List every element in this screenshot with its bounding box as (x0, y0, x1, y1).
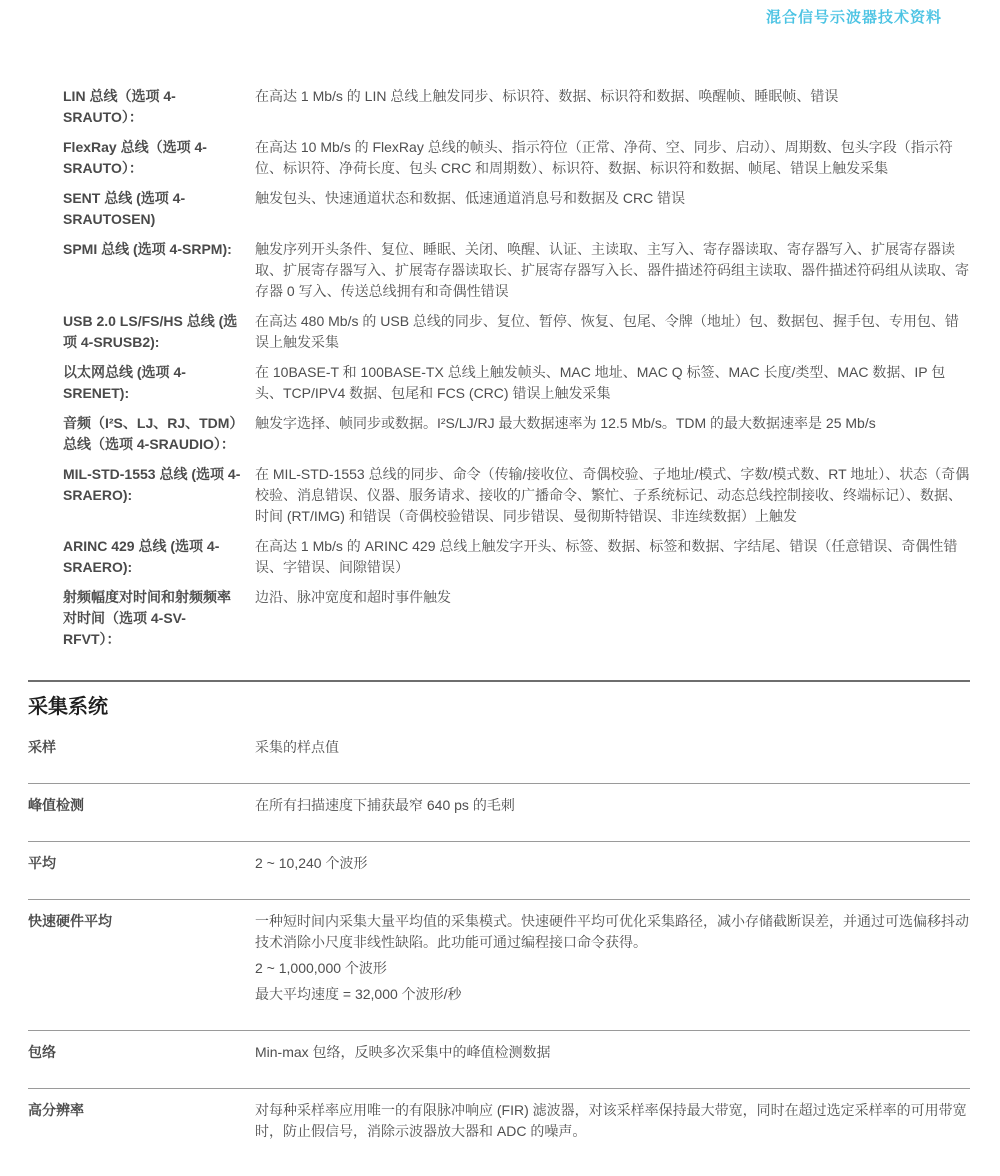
spec-label: ARINC 429 总线 (选项 4-SRAERO): (63, 538, 220, 575)
spec-value-line: 最大平均速度 = 32,000 个波形/秒 (255, 986, 462, 1002)
spec-row-flexray-bus (63, 137, 970, 179)
spec-value (255, 737, 970, 758)
section-divider (28, 680, 970, 682)
spec-label: MIL-STD-1553 总线 (选项 4-SRAERO): (63, 466, 241, 503)
spec-row-peak-detect (28, 784, 970, 842)
spec-label: 音频（I²S、LJ、RJ、TDM）总线（选项 4-SRAUDIO）： (63, 415, 237, 452)
spec-label: 快速硬件平均 (28, 913, 112, 929)
spec-value: 在高达 1 Mb/s 的 ARINC 429 总线上触发字开头、标签、数据、标签和数据、字结尾、错误（任意错误、奇偶性错误、字错误、间隙错误） (255, 538, 958, 575)
spec-value: 边沿、脉冲宽度和超时事件触发 (255, 589, 451, 605)
acquisition-spec-table (28, 726, 970, 1167)
spec-row-average (28, 842, 970, 900)
spec-row-sent-bus (63, 188, 970, 230)
spec-label: 采样 (28, 739, 56, 755)
spec-row-fast-hw-average (28, 900, 970, 1031)
spec-value-line: 对每种采样率应用唯一的有限脉冲响应 (FIR) 滤波器，对该采样率保持最大带宽，同时在超过选定采样率的可用带宽时，防止假信号，消除示波器放大器和 ADC 的噪声。 (255, 1102, 967, 1139)
section-heading-acquisition: 采集系统 (28, 696, 108, 718)
spec-label: SPMI 总线 (选项 4-SRPM): (63, 241, 232, 257)
spec-value (255, 1042, 970, 1063)
spec-label: LIN 总线（选项 4-SRAUTO）： (63, 88, 176, 125)
spec-value: 在 MIL-STD-1553 总线的同步、命令（传输/接收位、奇偶校验、子地址/模式、字数/模式数、RT 地址）、状态（奇偶校验、消息错误、仪器、服务请求、接收的广播命令、繁忙、子系统标记、动态总线控制接收、终端标记）、数据、时间 (RT/IMG) 和错误（奇偶校验错误、同步错误、曼彻斯特错误、非连续数据）上触发 (255, 466, 970, 524)
spec-value: 触发包头、快速通道状态和数据、低速通道消息号和数据及 CRC 错误 (255, 190, 686, 206)
spec-label: 以太网总线 (选项 4-SRENET): (63, 364, 186, 401)
spec-value: 触发字选择、帧同步或数据。I²S/LJ/RJ 最大数据速率为 12.5 Mb/s。TDM 的最大数据速率是 25 Mb/s (255, 415, 876, 431)
spec-value: 在高达 480 Mb/s 的 USB 总线的同步、复位、暂停、恢复、包尾、令牌（地址）包、数据包、握手包、专用包、错误上触发采集 (255, 313, 959, 350)
spec-value-line: 在所有扫描速度下捕获最窄 640 ps 的毛刺 (255, 797, 515, 813)
spec-value (255, 911, 970, 1005)
spec-value: 在高达 10 Mb/s 的 FlexRay 总线的帧头、指示符位（正常、净荷、空、同步、启动）、周期数、包头字段（指示符位、标识符、净荷长度、包头 CRC 和周期数）、标识符、数据、标识符和数据、帧尾、错误上触发采集 (255, 139, 953, 176)
spec-value-line: 2 ~ 1,000,000 个波形 (255, 960, 387, 976)
spec-row-milstd1553-bus (63, 464, 970, 527)
spec-row-envelope (28, 1031, 970, 1089)
spec-value (255, 1100, 970, 1142)
spec-value (255, 795, 970, 816)
spec-label: 峰值检测 (28, 797, 84, 813)
spec-value: 在高达 1 Mb/s 的 LIN 总线上触发同步、标识符、数据、标识符和数据、唤醒帧、睡眠帧、错误 (255, 88, 839, 104)
spec-label: SENT 总线 (选项 4-SRAUTOSEN) (63, 190, 186, 227)
spec-label: 包络 (28, 1044, 56, 1060)
spec-label: FlexRay 总线（选项 4-SRAUTO）： (63, 139, 207, 176)
spec-value-line: Min-max 包络，反映多次采集中的峰值检测数据 (255, 1044, 551, 1060)
spec-row-rf-vs-time (63, 587, 970, 650)
spec-row-ethernet-bus (63, 362, 970, 404)
spec-row-sampling (28, 726, 970, 784)
spec-label: 高分辨率 (28, 1102, 84, 1118)
spec-value (255, 853, 970, 874)
spec-label: USB 2.0 LS/FS/HS 总线 (选项 4-SRUSB2): (63, 313, 238, 350)
spec-row-audio-bus (63, 413, 970, 455)
serial-trigger-spec-table (63, 86, 970, 650)
spec-value-line: 采集的样点值 (255, 739, 339, 755)
spec-value-line: 一种短时间内采集大量平均值的采集模式。快速硬件平均可优化采集路径，减小存储截断误差，并通过可选偏移抖动技术消除小尺度非线性缺陷。此功能可通过编程接口命令获得。 (255, 913, 969, 950)
spec-row-arinc429-bus (63, 536, 970, 578)
spec-row-spmi-bus (63, 239, 970, 302)
spec-row-usb2-bus (63, 311, 970, 353)
spec-label: 射频幅度对时间和射频频率对时间（选项 4-SV-RFVT）： (63, 589, 231, 647)
spec-row-lin-bus (63, 86, 970, 128)
page-header-title: 混合信号示波器技术资料 (765, 9, 942, 26)
spec-value-line: 2 ~ 10,240 个波形 (255, 855, 368, 871)
spec-label: 平均 (28, 855, 56, 871)
spec-row-high-res (28, 1089, 970, 1167)
spec-value: 在 10BASE-T 和 100BASE-TX 总线上触发帧头、MAC 地址、MAC Q 标签、MAC 长度/类型、MAC 数据、IP 包头、TCP/IPV4 数据、包尾和 FCS (CRC) 错误上触发采集 (255, 364, 946, 401)
spec-value: 触发序列开头条件、复位、睡眠、关闭、唤醒、认证、主读取、主写入、寄存器读取、寄存器写入、扩展寄存器读取、扩展寄存器写入、扩展寄存器读取长、扩展寄存器写入长、器件描述符码组主读取、器件描述符码组从读取、寄存器 0 写入、传送总线拥有和奇偶性错误 (255, 241, 969, 299)
